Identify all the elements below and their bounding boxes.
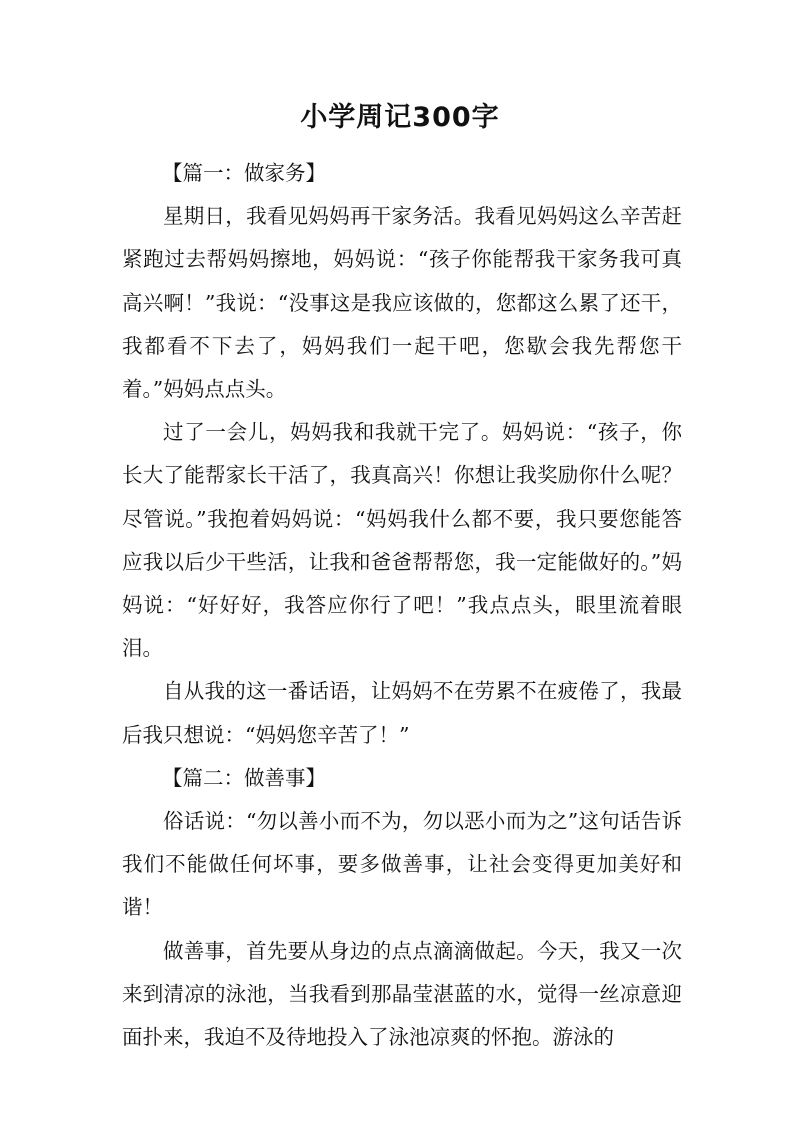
paragraph: 做善事，首先要从身边的点点滴滴做起。今天，我又一次来到清凉的泳池，当我看到那晶莹湛蓝的水，觉得一丝凉意迎面扑来，我迫不及待地投入了泳池凉爽的怀抱。游泳的 — [122, 938, 682, 1050]
document-body — [122, 152, 682, 1059]
page-title: 小学周记300字 — [300, 102, 500, 133]
paragraph: 星期日，我看见妈妈再干家务活。我看见妈妈这么辛苦赶紧跑过去帮妈妈擦地，妈妈说：“孩子你能帮我干家务我可真高兴啊！”我说：“没事这是我应该做的，您都这么累了还干，我都看不下去了，妈妈我们一起干吧，您歇会我先帮您干着。”妈妈点点头。 — [122, 204, 682, 402]
section-heading-1: 【篇一：做家务】 — [162, 161, 326, 185]
section-heading-2: 【篇二：做善事】 — [162, 765, 326, 790]
paragraph: 俗话说：“勿以善小而不为，勿以恶小而为之”这句话告诉我们不能做任何坏事，要多做善事，让社会变得更加美好和谐！ — [122, 809, 682, 920]
paragraph: 自从我的这一番话语，让妈妈不在劳累不在疲倦了，我最后我只想说：“妈妈您辛苦了！” — [122, 679, 682, 747]
paragraph: 过了一会儿，妈妈我和我就干完了。妈妈说：“孩子，你长大了能帮家长干活了，我真高兴！你想让我奖励你什么呢？尽管说。”我抱着妈妈说：“妈妈我什么都不要，我只要您能答应我以后少干些活，让我和爸爸帮帮您，我一定能做好的。”妈妈说：“好好好，我答应你行了吧！”我点点头，眼里流着眼泪。 — [122, 420, 682, 661]
